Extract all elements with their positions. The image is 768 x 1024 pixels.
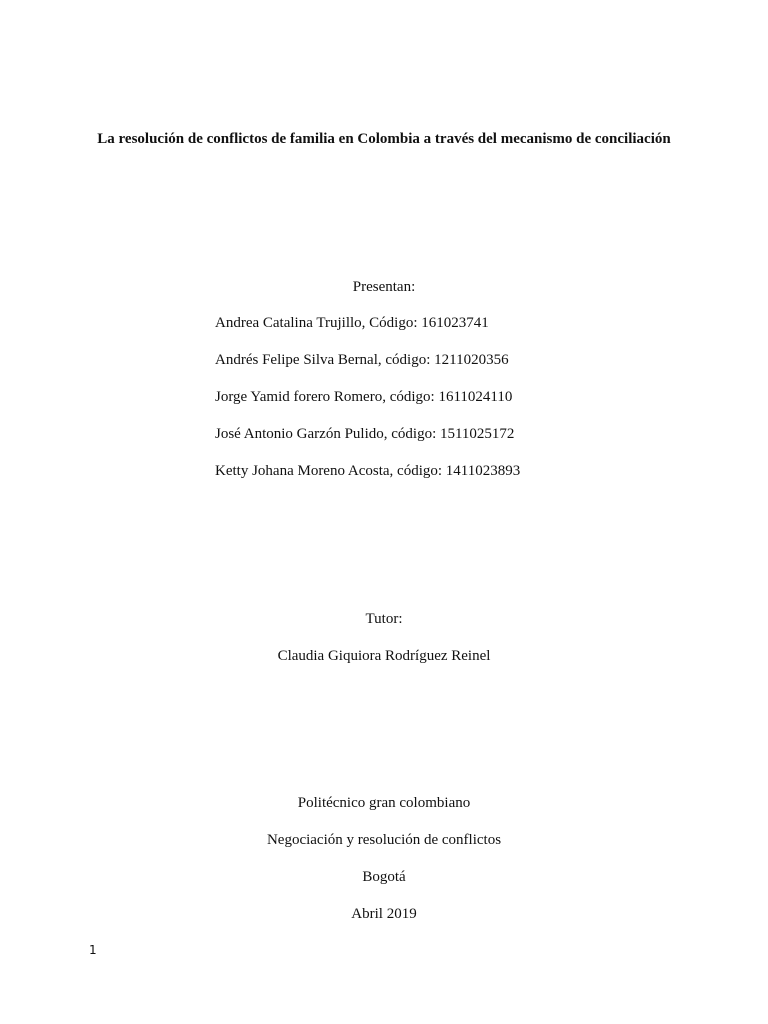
page-number: 1 bbox=[89, 943, 97, 957]
presenter-item: Ketty Johana Moreno Acosta, código: 1411023893 bbox=[215, 463, 521, 479]
presenter-item: José Antonio Garzón Pulido, código: 1511025172 bbox=[215, 426, 515, 442]
presenter-item: Jorge Yamid forero Romero, código: 1611024110 bbox=[215, 389, 513, 405]
presenter-item: Andrés Felipe Silva Bernal, código: 1211020356 bbox=[215, 352, 509, 368]
tutor-label: Tutor: bbox=[365, 611, 403, 627]
institution-name: Politécnico gran colombiano bbox=[297, 795, 471, 811]
presenters-label: Presentan: bbox=[352, 279, 416, 295]
tutor-name: Claudia Giquiora Rodríguez Reinel bbox=[277, 648, 491, 664]
document-date: Abril 2019 bbox=[351, 906, 417, 922]
presenter-item: Andrea Catalina Trujillo, Código: 161023741 bbox=[215, 315, 489, 331]
course-name: Negociación y resolución de conflictos bbox=[266, 832, 502, 848]
city-name: Bogotá bbox=[362, 869, 406, 885]
document-title: La resolución de conflictos de familia en Colombia a través del mecanismo de conciliación bbox=[97, 131, 671, 147]
